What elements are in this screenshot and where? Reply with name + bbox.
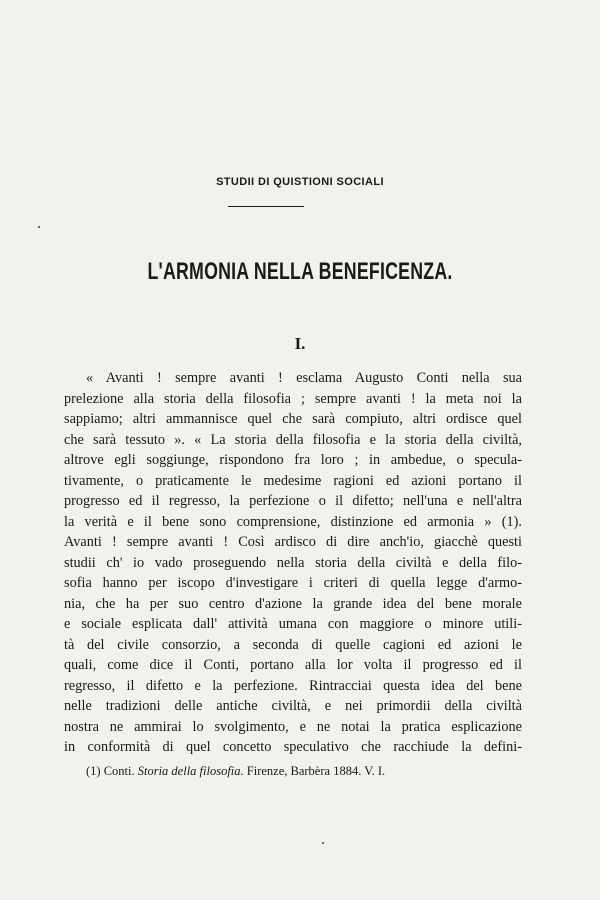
text-line: nia, che ha per suo centro d'azione la grande idea del bene morale — [64, 595, 522, 612]
text-line: altrove egli soggiunge, rispondono fra loro ; in ambedue, o specula- — [64, 452, 522, 468]
text-line: progresso ed il regresso, la perfezione o il difetto; nell'una e nell'altra — [64, 493, 522, 509]
running-head: STUDII DI QUISTIONI SOCIALI — [216, 176, 384, 188]
text-line: quali, come dice il Conti, portano alla lor volta il progresso ed il — [64, 657, 522, 673]
title-rule — [228, 206, 304, 207]
text-line: studii ch' io vado proseguendo nella storia della civiltà e della filo- — [64, 554, 522, 571]
text-line: Avanti ! sempre avanti ! Così ardisco di dire anch'io, giacchè questi — [64, 534, 522, 550]
text-line: nostra ne ammirai lo svolgimento, e ne notai la pratica esplicazione — [64, 718, 522, 735]
text-line: prelezione alla storia della filosofia ; sempre avanti ! la meta noi la — [64, 390, 522, 407]
footnote-marker: (1) Conti. — [86, 764, 135, 778]
body-text — [64, 368, 522, 758]
text-line: regresso, il difetto e la perfezione. Rintracciai questa idea del bene — [64, 677, 522, 694]
footnote — [86, 764, 526, 779]
print-speck — [322, 842, 324, 844]
text-line: nelle tradizioni delle antiche civiltà, e nei primordii della civiltà — [64, 698, 522, 714]
print-speck — [38, 226, 40, 228]
text-line: tà del civile consorzio, a seconda di quelle cagioni ed azioni le — [64, 636, 522, 653]
footnote-imprint: Firenze, Barbèra 1884. V. I. — [246, 764, 386, 778]
footnote-work-title: Storia della filosofia. — [137, 764, 244, 778]
text-line: in conformità di quel concetto speculativo che racchiude la defini- — [64, 739, 522, 755]
text-line: e sociale esplicata dall' attività umana con maggiore o minore utili- — [64, 616, 522, 632]
text-line: sappiamo; altri ammannisce quel che sarà compiuto, altri ordisce quel — [64, 411, 522, 427]
text-line: tivamente, o praticamente le medesime ragioni ed azioni portano il — [64, 472, 522, 489]
text-line: la verità e il bene sono comprensione, distinzione ed armonia » (1). — [64, 513, 522, 530]
text-line: « Avanti ! sempre avanti ! esclama Augusto Conti nella sua — [86, 370, 522, 386]
text-line: che sarà tessuto ». « La storia della filosofia e la storia della civiltà, — [64, 431, 522, 448]
chapter-title: L'ARMONIA NELLA BENEFICENZA. — [147, 258, 453, 285]
text-line: sofia hanno per iscopo d'investigare i criteri di quella legge d'armo- — [64, 575, 522, 591]
section-number: I. — [294, 334, 306, 353]
